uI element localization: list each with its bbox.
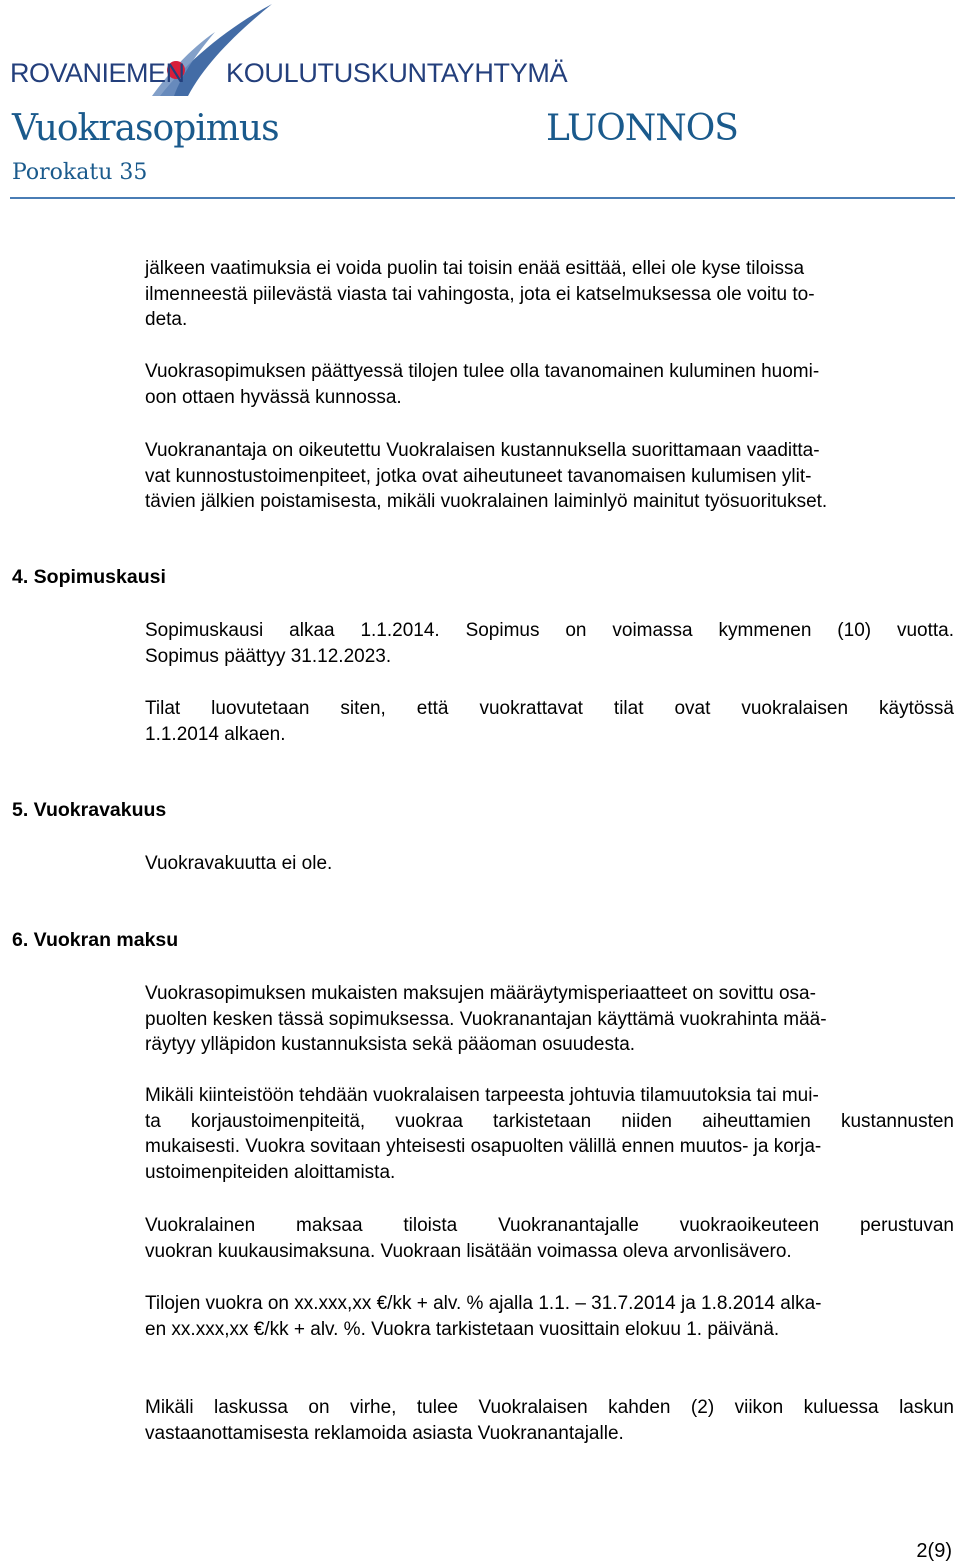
line: jälkeen vaatimuksia ei voida puolin tai toisin enää esittää, ellei ole kyse tiloissa: [145, 258, 805, 279]
line: ustoimenpiteiden aloittamista.: [145, 1161, 396, 1183]
section-heading-vuokravakuus: 5. Vuokravakuus: [12, 799, 167, 821]
line: ta korjaustoimenpiteitä, vuokraa tarkistetaan niiden aiheuttamien kustannusten: [145, 1110, 954, 1132]
paragraph: [145, 851, 954, 877]
logo-text-left: ROVANIEMEN: [10, 58, 185, 88]
line: vastaanottamisesta reklamoida asiasta Vuokranantajalle.: [145, 1422, 624, 1444]
paragraph: [145, 1213, 954, 1264]
line: puolten kesken tässä sopimuksessa. Vuokranantajan käyttämä vuokrahinta mää-: [145, 1008, 827, 1030]
line: Sopimus päättyy 31.12.2023.: [145, 645, 392, 667]
line: tävien jälkien poistamisesta, mikäli vuokralainen laiminlyö mainitut työsuoritukset.: [145, 491, 828, 512]
line: 1.1.2014 alkaen.: [145, 723, 286, 745]
line: Vuokrasopimuksen mukaisten maksujen määräytymisperiaatteet on sovittu osa-: [145, 983, 816, 1004]
paragraph: [145, 618, 954, 669]
line: Vuokrasopimuksen päättyessä tilojen tulee olla tavanomainen kuluminen huomi-: [145, 361, 820, 382]
organization-logo: [10, 4, 568, 96]
document-subtitle: Porokatu 35: [12, 160, 148, 185]
line: Tilat luovutetaan siten, että vuokrattavat tilat ovat vuokralaisen käytössä: [145, 698, 954, 719]
logo-text-right: KOULUTUSKUNTAYHTYMÄ: [226, 58, 568, 88]
paragraph: [145, 438, 954, 515]
paragraph: [145, 1083, 954, 1185]
paragraph: [145, 1291, 954, 1342]
page-number: 2(9): [916, 1540, 952, 1562]
line: vuokran kuukausimaksuna. Vuokraan lisätään voimassa oleva arvonlisävero.: [145, 1240, 792, 1262]
paragraph: [145, 359, 954, 410]
document-title: Vuokrasopimus: [12, 108, 279, 149]
line: oon ottaen hyvässä kunnossa.: [145, 386, 402, 408]
line: räytyy ylläpidon kustannuksista sekä pääoman osuudesta.: [145, 1034, 636, 1055]
paragraph: [145, 981, 954, 1058]
line: Tilojen vuokra on xx.xxx,xx €/kk + alv. % ajalla 1.1. – 31.7.2014 ja 1.8.2014 alka-: [145, 1293, 822, 1314]
draft-label: LUONNOS: [546, 108, 738, 149]
line: Vuokravakuutta ei ole.: [145, 853, 333, 874]
line: ilmenneestä piilevästä viasta tai vahingosta, jota ei katselmuksessa ole voitu to-: [145, 283, 815, 305]
line: Vuokranantaja on oikeutettu Vuokralaisen kustannuksella suorittamaan vaaditta-: [145, 440, 820, 461]
line: mukaisesti. Vuokra sovitaan yhteisesti osapuolten välillä ennen muutos- ja korja-: [145, 1136, 822, 1157]
line: Sopimuskausi alkaa 1.1.2014. Sopimus on voimassa kymmenen (10) vuotta.: [145, 620, 954, 641]
line: Mikäli laskussa on virhe, tulee Vuokralaisen kahden (2) viikon kuluessa laskun: [145, 1397, 954, 1418]
paragraph: [145, 1395, 954, 1446]
line: Vuokralainen maksaa tiloista Vuokranantajalle vuokraoikeuteen perustuvan: [145, 1215, 954, 1236]
line: Mikäli kiinteistöön tehdään vuokralaisen tarpeesta johtuvia tilamuutoksia tai mui-: [145, 1085, 819, 1106]
line: deta.: [145, 309, 188, 330]
line: vat kunnostustoimenpiteet, jotka ovat aiheutuneet tavanomaisen kulumisen ylit-: [145, 465, 812, 487]
section-heading-vuokran-maksu: 6. Vuokran maksu: [12, 929, 179, 951]
header-divider: [10, 197, 955, 199]
line: en xx.xxx,xx €/kk + alv. %. Vuokra tarkistetaan vuosittain elokuu 1. päivänä.: [145, 1318, 780, 1340]
paragraph: [145, 256, 954, 333]
section-heading-sopimuskausi: 4. Sopimuskausi: [12, 566, 166, 588]
paragraph: [145, 696, 954, 747]
